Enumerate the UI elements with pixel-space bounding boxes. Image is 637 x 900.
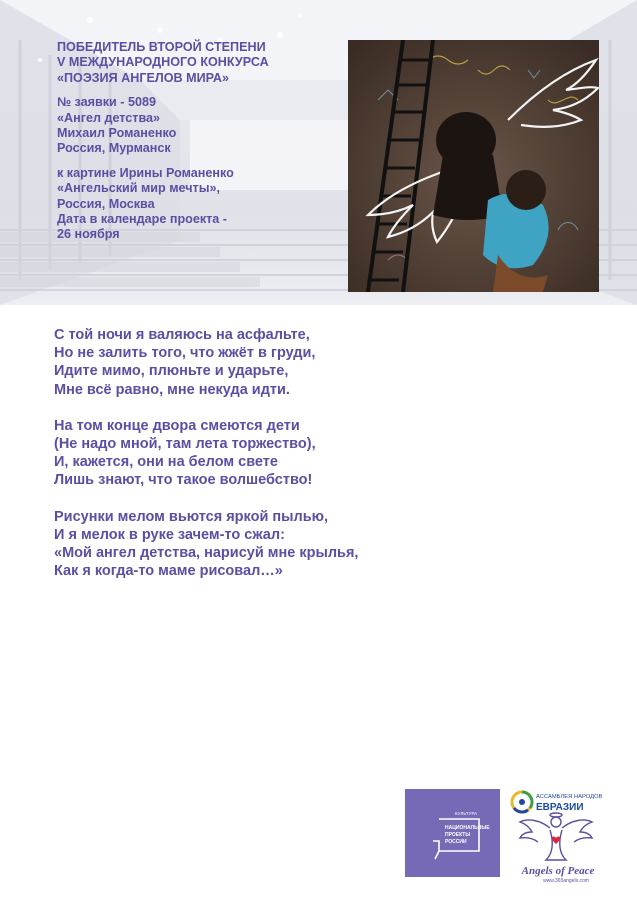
poem-line: С той ночи я валяюсь на асфальте, [54, 327, 310, 343]
angels-of-peace-logo [508, 812, 608, 884]
poem-line: И, кажется, они на белом свете [54, 454, 278, 471]
painting-location: Россия, Москва [57, 196, 155, 211]
poem-line: Но не залить того, что жжёт в груди, [54, 345, 316, 362]
winner-title-line-3: «ПОЭЗИЯ АНГЕЛОВ МИРА» [57, 70, 230, 85]
poem-line: На том конце двора смеются дети [54, 417, 300, 434]
kultura-label: КУЛЬТУРА [455, 811, 478, 816]
poem-line: Как я когда-то маме рисовал…» [54, 563, 283, 580]
poem-line: Лишь знают, что такое волшебство! [54, 472, 313, 489]
painting-credit: к картине Ирины Романенко [57, 165, 234, 180]
national-projects-logo [405, 789, 500, 877]
entry-number: № заявки - 5089 [57, 95, 156, 110]
eurasia-line-1: АССАМБЛЕЯ НАРОДОВ [536, 794, 603, 800]
np-line-1: НАЦИОНАЛЬНЫЕ [445, 825, 490, 831]
poem-line: И я мелок в руке зачем-то сжал: [54, 526, 285, 543]
winner-title-line-2: V МЕЖДУНАРОДНОГО КОНКУРСА [57, 55, 269, 70]
painting-image [348, 40, 599, 292]
angels-url: www.365angels.com [543, 878, 589, 884]
poem-line: «Мой ангел детства, нарисуй мне крылья, [54, 545, 359, 562]
winner-title-line-1: ПОБЕДИТЕЛЬ ВТОРОЙ СТЕПЕНИ [57, 40, 266, 54]
np-line-2: ПРОЕКТЫ [445, 832, 471, 838]
poem-line: (Не надо мной, там лета торжество), [54, 436, 316, 453]
painting-title: «Ангельский мир мечты», [57, 181, 220, 196]
poem-title: «Ангел детства» [57, 110, 161, 125]
np-line-3: РОССИИ [445, 839, 467, 845]
author-name: Михаил Романенко [57, 126, 177, 141]
poem-line: Мне всё равно, мне некуда идти. [54, 381, 290, 398]
angels-name: Angels of Peace [521, 865, 595, 877]
eurasia-line-2: ЕВРАЗИИ [536, 802, 584, 813]
poem-line: Рисунки мелом вьются яркой пылью, [54, 508, 329, 525]
header-text-block [57, 40, 347, 243]
calendar-date: 26 ноября [57, 227, 120, 242]
author-location: Россия, Мурманск [57, 141, 171, 156]
calendar-label: Дата в календаре проекта - [57, 212, 227, 227]
poem-body [54, 326, 574, 580]
poem-line: Идите мимо, плюньте и ударьте, [54, 363, 289, 380]
